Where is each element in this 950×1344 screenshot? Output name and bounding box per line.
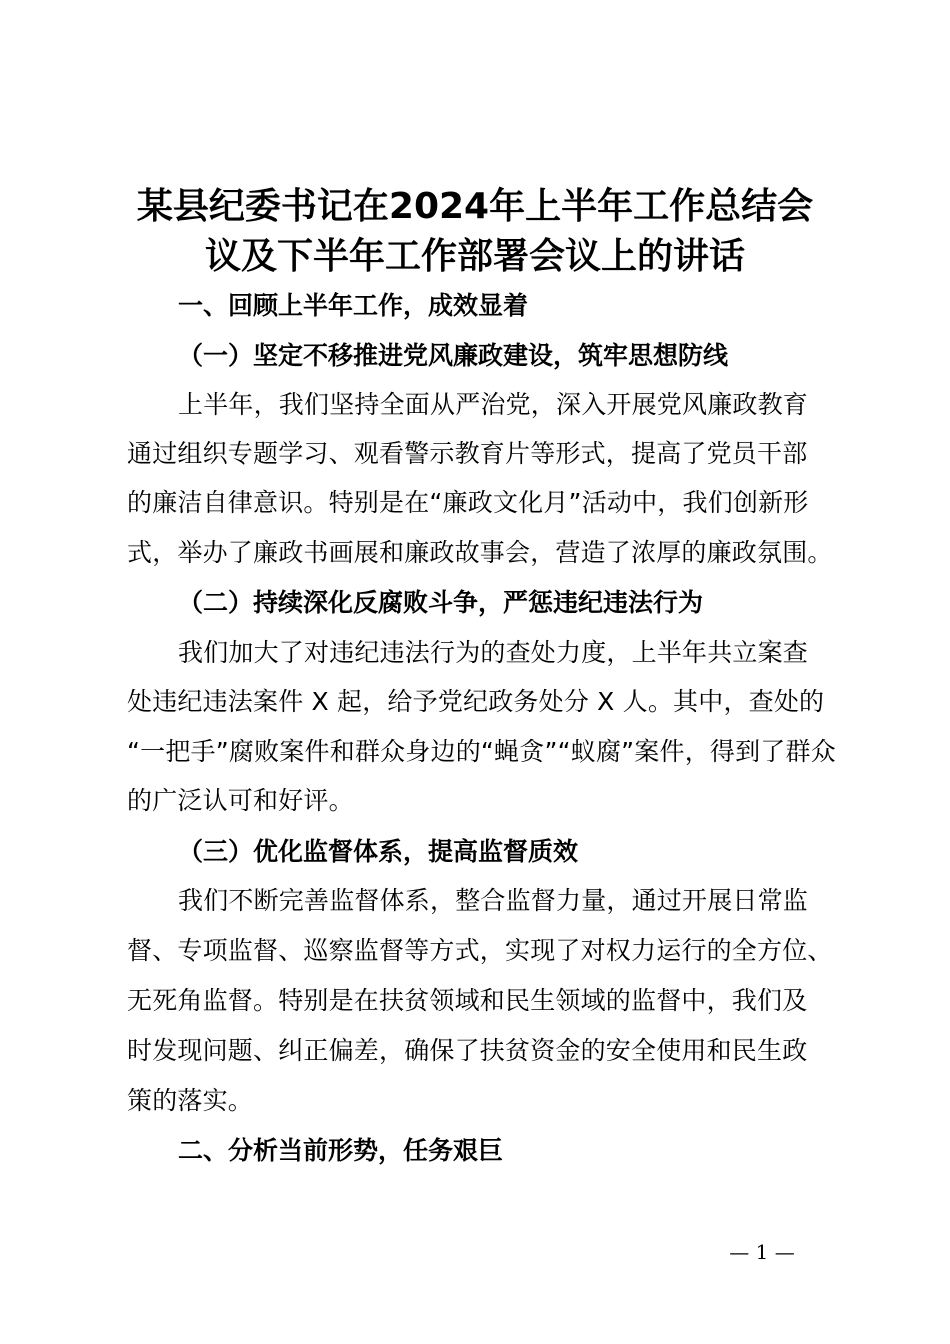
section-2-heading: 二、分析当前形势，任务艰巨 <box>178 1136 504 1165</box>
paragraph-line: 我们不断完善监督体系，整合监督力量，通过开展日常监 <box>178 886 809 915</box>
paragraph-line: 处违纪违法案件 X 起，给予党纪政务处分 X 人。其中，查处的 <box>127 687 825 716</box>
paragraph-line: 督、专项监督、巡察监督等方式，实现了对权力运行的全方位、 <box>127 936 833 965</box>
subsection-3-heading: （三）优化监督体系，提高监督质效 <box>178 837 579 866</box>
subsection-1-heading: （一）坚定不移推进党风廉政建设，筑牢思想防线 <box>178 341 729 370</box>
paragraph-line: 无死角监督。特别是在扶贫领域和民生领域的监督中，我们及 <box>127 986 808 1015</box>
document-title-line-2: 议及下半年工作部署会议上的讲话 <box>204 236 745 277</box>
paragraph-line: 通过组织专题学习、观看警示教育片等形式，提高了党员干部 <box>127 439 808 468</box>
page-number: — 1 — <box>729 1240 795 1264</box>
document-title-line-1: 某县纪委书记在2024年上半年工作总结会 <box>136 186 814 227</box>
paragraph-line: 式，举办了廉政书画展和廉政故事会，营造了浓厚的廉政氛围。 <box>127 538 833 567</box>
paragraph-line: 我们加大了对违纪违法行为的查处力度，上半年共立案查 <box>178 638 809 667</box>
paragraph-line: 时发现问题、纠正偏差，确保了扶贫资金的安全使用和民生政 <box>127 1036 808 1065</box>
paragraph-line: 策的落实。 <box>127 1086 254 1115</box>
section-1-heading: 一、回顾上半年工作，成效显着 <box>178 291 529 320</box>
paragraph-line: “一把手”腐败案件和群众身边的“蝇贪”“蚁腐”案件，得到了群众 <box>127 737 836 766</box>
paragraph-line: 上半年，我们坚持全面从严治党，深入开展党风廉政教育 <box>178 390 809 419</box>
subsection-2-heading: （二）持续深化反腐败斗争，严惩违纪违法行为 <box>178 588 704 617</box>
paragraph-line: 的廉洁自律意识。特别是在“廉政文化月”活动中，我们创新形 <box>127 488 809 517</box>
paragraph-line: 的广泛认可和好评。 <box>127 786 354 815</box>
